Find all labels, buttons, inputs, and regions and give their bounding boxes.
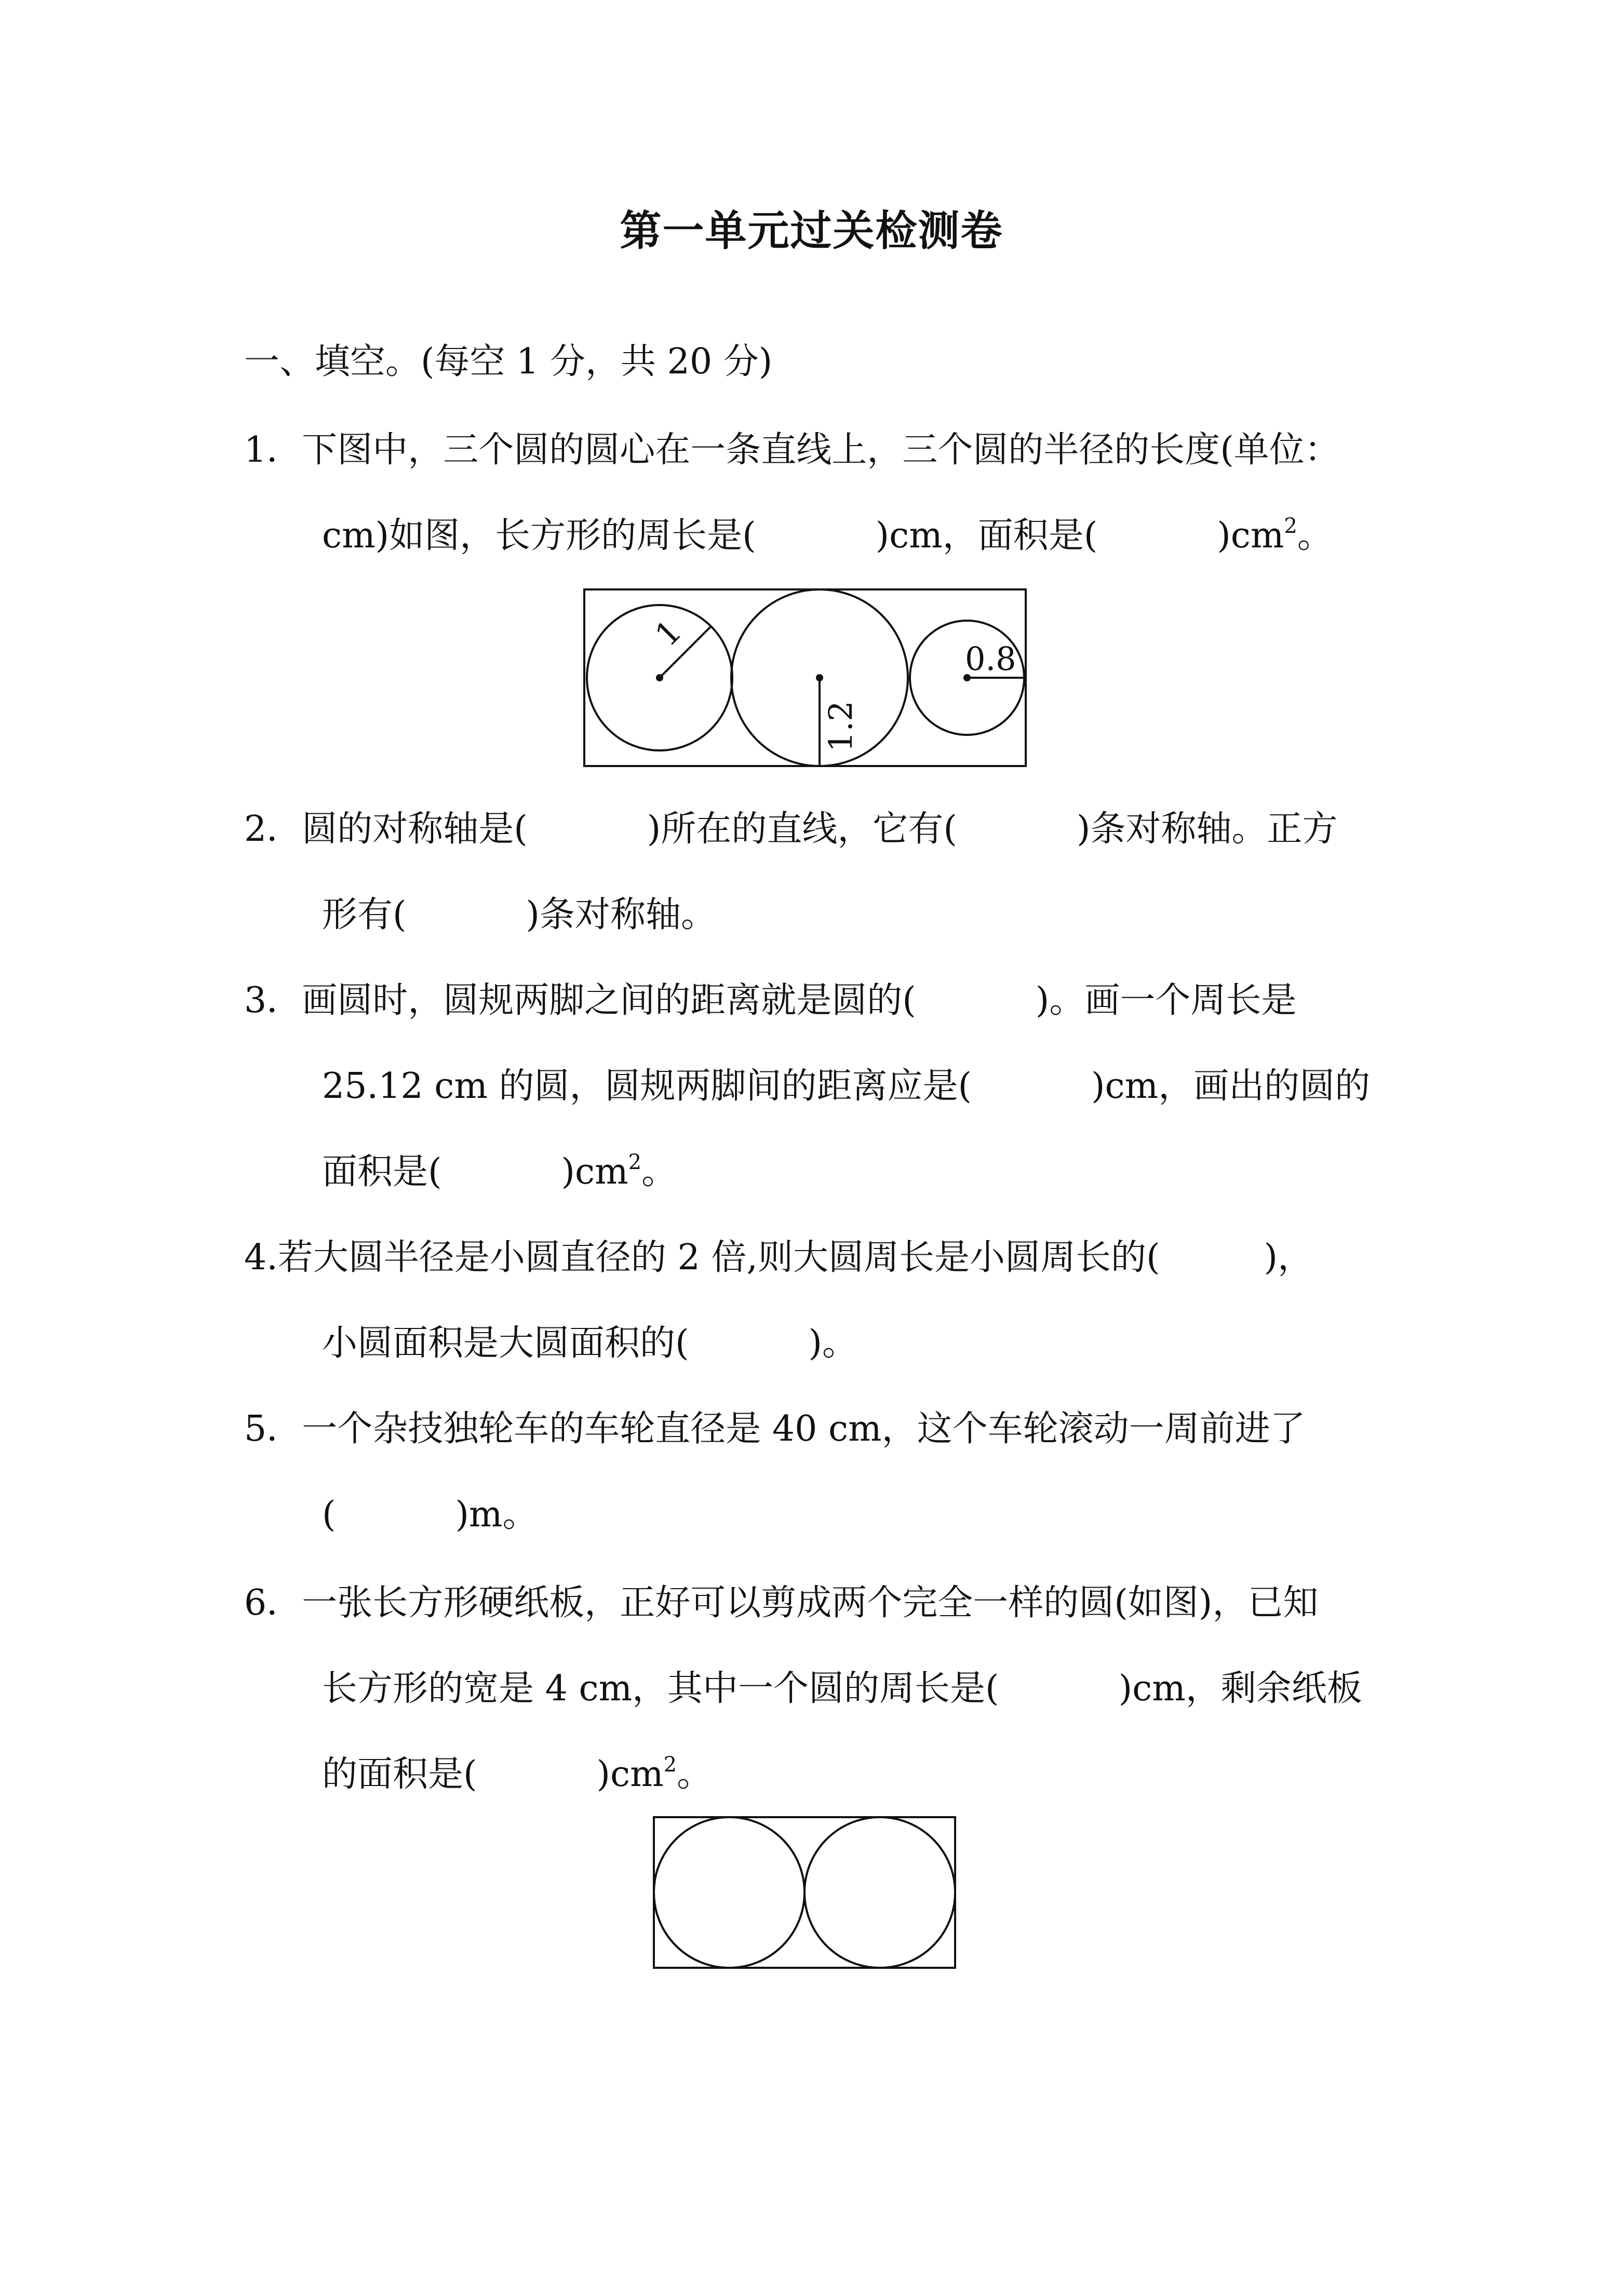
- question-number: 5．: [244, 1408, 302, 1449]
- question-text: 25.12 cm 的圆，圆规两脚间的距离应是(: [322, 1066, 972, 1107]
- question-text: )cm，画出的圆的: [1091, 1066, 1371, 1107]
- two-circles-figure: [652, 1815, 958, 1971]
- question-2-line-1: [244, 808, 1337, 851]
- question-number: 1．: [244, 429, 302, 471]
- question-text: 若大圆半径是小圆直径的 2 倍,则大圆周长是小圆周长的(: [277, 1237, 1160, 1278]
- question-text: )cm，剩余纸板: [1118, 1668, 1362, 1709]
- question-1-line-1: [244, 428, 1340, 472]
- figure-rectangle: [584, 589, 1026, 766]
- three-circles-figure: [582, 587, 1028, 774]
- question-text: cm)如图，长方形的周长是(: [322, 515, 756, 556]
- question-5-line-1: [244, 1407, 1306, 1451]
- question-6-line-3: [322, 1753, 712, 1796]
- question-text: )，: [1264, 1237, 1313, 1278]
- question-text: )。: [808, 1323, 858, 1364]
- question-text: (: [322, 1494, 336, 1535]
- question-text: )cm: [596, 1754, 664, 1795]
- superscript: 2: [663, 1753, 677, 1777]
- question-text: 面积是(: [322, 1151, 442, 1192]
- question-text: )cm，面积是(: [875, 515, 1098, 556]
- section-heading: 一、填空。(每空 1 分，共 20 分): [244, 341, 773, 382]
- question-text: 形有(: [322, 894, 407, 935]
- question-text: )cm: [561, 1151, 628, 1192]
- question-text: )所在的直线，它有(: [647, 809, 957, 850]
- superscript: 2: [628, 1150, 642, 1174]
- question-4-line-2: [322, 1322, 857, 1365]
- question-2-line-2: [322, 893, 716, 937]
- question-text: )m。: [455, 1494, 538, 1535]
- radius-label-middle: 1.2: [822, 701, 860, 752]
- question-text: 圆的对称轴是(: [302, 809, 528, 850]
- question-6-line-2: [322, 1667, 1362, 1711]
- question-1-line-2: [322, 514, 1333, 558]
- question-text: 的面积是(: [322, 1754, 477, 1795]
- question-number: 6．: [244, 1582, 302, 1623]
- question-text: )。画一个周长是: [1035, 980, 1297, 1021]
- question-text: 。: [1297, 515, 1333, 556]
- question-text: 长方形的宽是 4 cm，其中一个圆的周长是(: [322, 1668, 999, 1709]
- question-number: 2．: [244, 809, 302, 850]
- radius-label-right: 0.8: [965, 640, 1016, 678]
- question-4-line-1: [244, 1236, 1313, 1280]
- question-3-line-1: [244, 979, 1296, 1023]
- question-text: )cm: [1217, 515, 1284, 556]
- superscript: 2: [1284, 514, 1297, 538]
- question-6-line-1: [244, 1581, 1318, 1625]
- question-text: 。: [641, 1151, 677, 1192]
- question-5-line-2: [322, 1493, 538, 1537]
- radius-label-left: 1: [647, 612, 689, 654]
- question-text: 一个杂技独轮车的车轮直径是 40 cm，这个车轮滚动一周前进了: [302, 1408, 1306, 1449]
- question-text: )条对称轴。: [526, 894, 717, 935]
- page-title: 第一单元过关检测卷: [620, 207, 1003, 255]
- question-text: 画圆时，圆规两脚之间的距离就是圆的(: [302, 980, 916, 1021]
- question-text: 一张长方形硬纸板，正好可以剪成两个完全一样的圆(如图)，已知: [302, 1582, 1319, 1623]
- question-number: 3．: [244, 980, 302, 1021]
- question-text: 小圆面积是大圆面积的(: [322, 1323, 689, 1364]
- circle-right: [804, 1817, 955, 1968]
- question-3-line-3: [322, 1150, 677, 1194]
- question-text: 下图中，三个圆的圆心在一条直线上，三个圆的半径的长度(单位：: [302, 429, 1340, 471]
- question-3-line-2: [322, 1065, 1370, 1108]
- question-text: )条对称轴。正方: [1076, 809, 1338, 850]
- question-number: 4.: [244, 1237, 278, 1278]
- question-text: 。: [677, 1754, 713, 1795]
- circle-left: [654, 1817, 804, 1968]
